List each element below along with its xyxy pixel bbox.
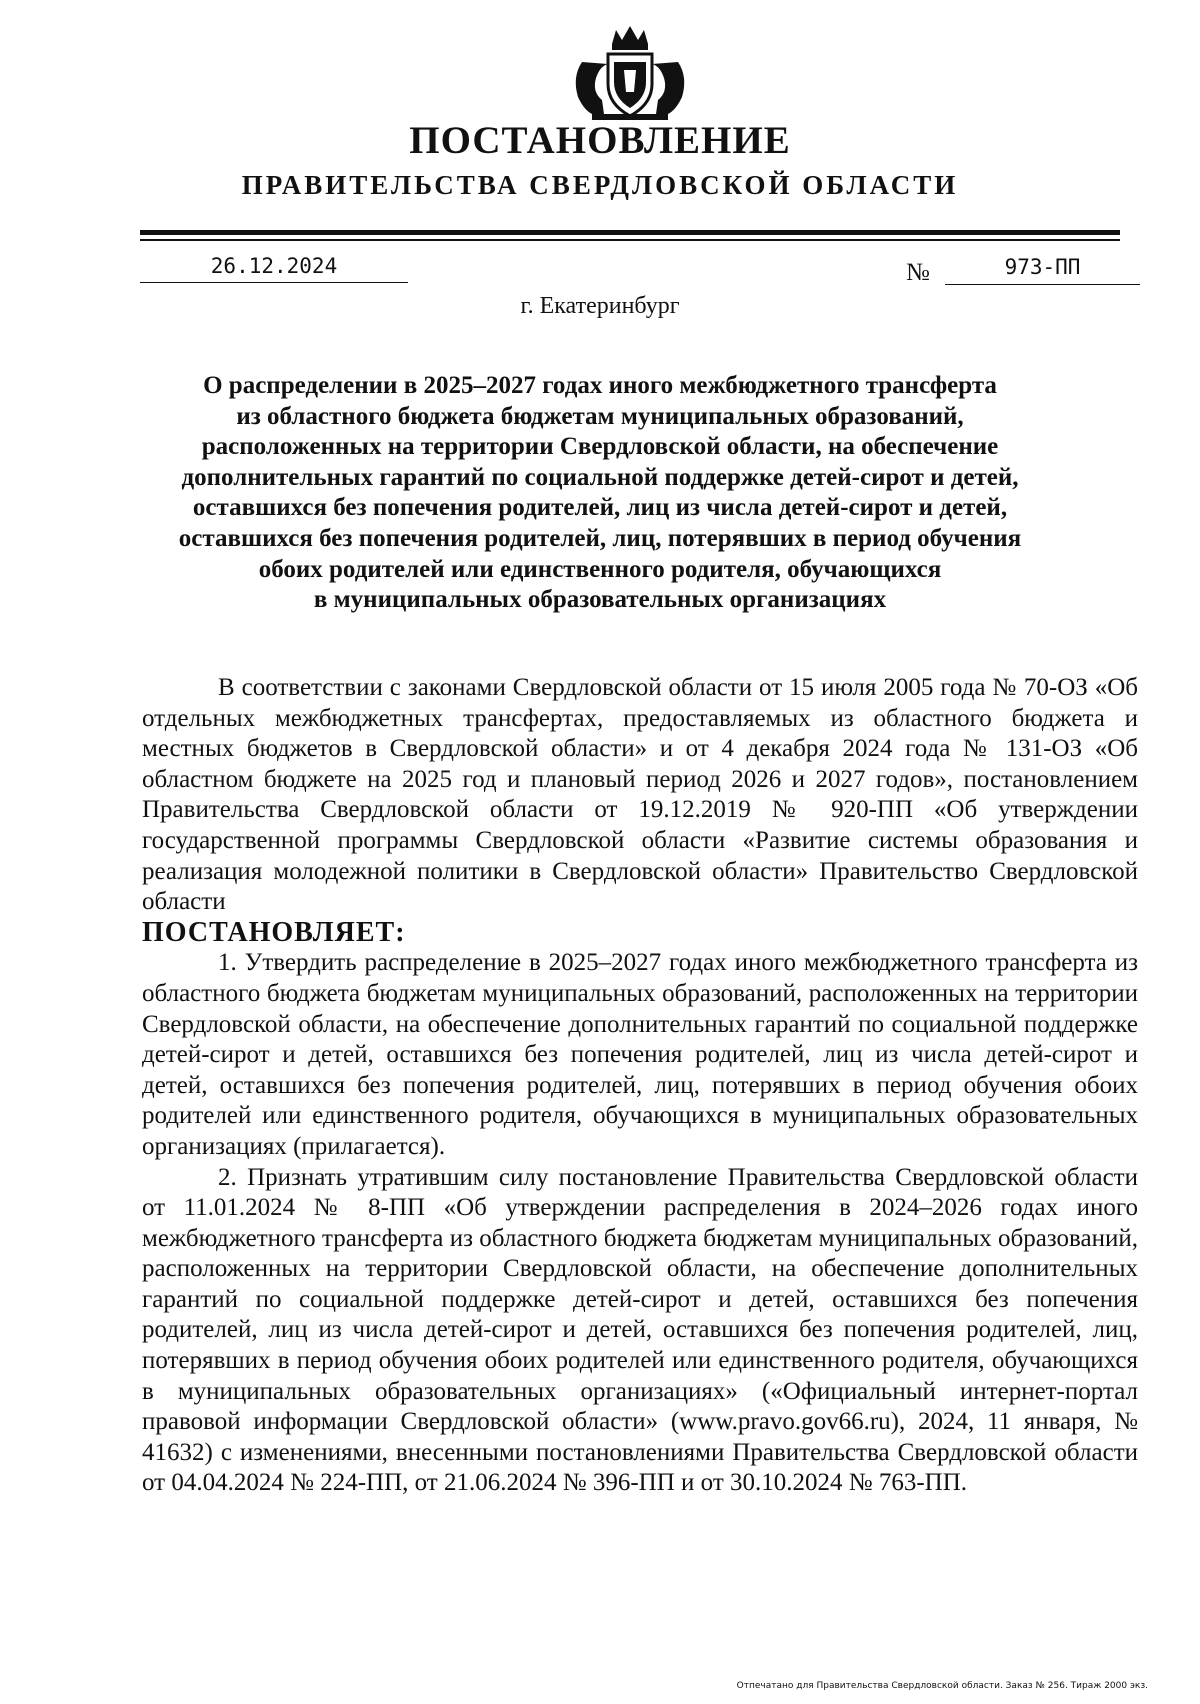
document-title-line: О распределении в 2025–2027 годах иного межбюджетного трансферта (203, 372, 997, 399)
resolution-item-2: 2. Признать утратившим силу постановление Правительства Свердловской области от 11.01.2024 № 8-ПП «Об утверждении распределения в 2024–2026 годах иного межбюджетного трансферта из областного бюджета бюджетам муниципальных образований, расположенных на территории Свердловской области, на обеспечение дополнительных гарантий по социальной поддержке детей-сирот и детей, оставшихся без попечения родителей, лиц из числа детей-сирот и детей, оставшихся без попечения родителей, лиц, потерявших в период обучения обоих родителей или единственного родителя, обучающихся в муниципальных образовательных организациях» («Официальный интернет-портал правовой информации Свердловской области» (www.pravo.gov66.ru), 2024, 11 января, № 41632) с изменениями, внесенными постановлениями Правительства Свердловской области от 04.04.2024 № 224-ПП, от 21.06.2024 № 396-ПП и от 30.10.2024 № 763-ПП. (142, 1163, 1138, 1497)
document-title (150, 371, 1050, 616)
document-title-line: оставшихся без попечения родителей, лиц, потерявших в период обучения (178, 524, 1022, 552)
issuing-authority-title: ПРАВИТЕЛЬСТВА СВЕРДЛОВСКОЙ ОБЛАСТИ (241, 170, 959, 200)
preamble-paragraph: В соответствии с законами Свердловской области от 15 июля 2005 года № 70-ОЗ «Об отдельных межбюджетных трансфертах, предоставляемых из областного бюджета и местных бюджетов в Свердловской области» и от 4 декабря 2024 года № 131-ОЗ «Об областном бюджете на 2025 год и плановый период 2026 и 2027 годов», постановлением Правительства Свердловской области от 19.12.2019 № 920-ПП «Об утверждении государственной программы Свердловской области «Развитие системы образования и реализация молодежной политики в Свердловской области» Правительство Свердловской области (142, 674, 1138, 916)
coat-of-arms-emblem-icon (562, 22, 698, 122)
document-title-line: обоих родителей или единственного родителя, обучающихся (258, 555, 942, 583)
document-title-line: из областного бюджета бюджетам муниципальных образований, (236, 402, 964, 430)
document-number: 973-ПП (945, 252, 1140, 285)
resolution-item-1: 1. Утвердить распределение в 2025–2027 годах иного межбюджетного трансферта из областного бюджета бюджетам муниципальных образований, расположенных на территории Свердловской области, на обеспечение дополнительных гарантий по социальной поддержке детей-сирот и детей, оставшихся без попечения родителей, лиц из числа детей-сирот и детей, оставшихся без попечения родителей, лиц, потерявших в период обучения обоих родителей или единственного родителя, обучающихся в муниципальных образовательных организациях (прилагается). (142, 949, 1138, 1160)
header-divider-thin (140, 239, 1120, 241)
document-date: 26.12.2024 (140, 250, 408, 283)
document-body (142, 673, 1138, 1499)
document-title-line: расположенных на территории Свердловской области, на обеспечение (201, 433, 999, 461)
document-title-line: дополнительных гарантий по социальной поддержке детей-сирот и детей, (181, 463, 1019, 491)
document-title-line: в муниципальных образовательных организациях (313, 586, 887, 614)
document-city: г. Екатеринбург (520, 293, 680, 319)
print-run-note: Отпечатано для Правительства Свердловской области. Заказ № 256. Тираж 2000 экз. (736, 1681, 1148, 1691)
header-divider-thick (140, 230, 1120, 235)
emblem-graphic (562, 22, 698, 122)
decree-word: ПОСТАНОВЛЯЕТ: (142, 916, 406, 948)
document-type-title: ПОСТАНОВЛЕНИЕ (409, 119, 791, 162)
number-label: № (906, 259, 930, 286)
document-title-line: оставшихся без попечения родителей, лиц из числа детей-сирот и детей, (192, 494, 1008, 522)
